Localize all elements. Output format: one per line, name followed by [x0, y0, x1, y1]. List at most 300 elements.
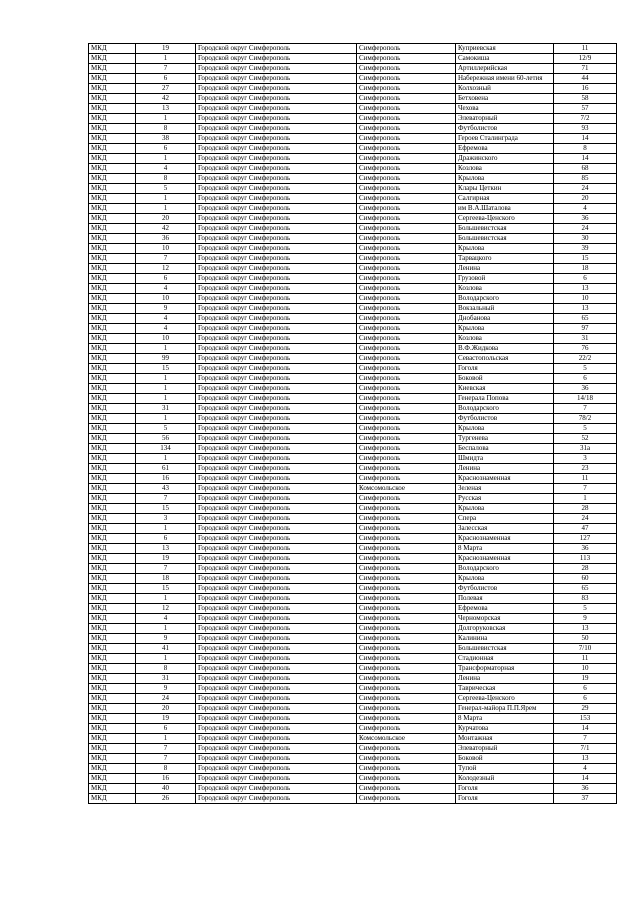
- table-row: [89, 304, 617, 314]
- house-cell: 113: [554, 554, 617, 564]
- type-cell: МКД: [89, 254, 136, 264]
- table-row: [89, 124, 617, 134]
- number-cell: 7: [136, 64, 196, 74]
- number-cell: 56: [136, 434, 196, 444]
- district-cell: Городской округ Симферополь: [196, 414, 357, 424]
- house-cell: 68: [554, 164, 617, 174]
- locality-cell: Комсомольское: [357, 734, 456, 744]
- street-cell: Крылова: [456, 424, 554, 434]
- number-cell: 42: [136, 224, 196, 234]
- street-cell: Ефремова: [456, 604, 554, 614]
- type-cell: МКД: [89, 74, 136, 84]
- house-cell: 14/18: [554, 394, 617, 404]
- district-cell: Городской округ Симферополь: [196, 284, 357, 294]
- house-cell: 4: [554, 764, 617, 774]
- district-cell: Городской округ Симферополь: [196, 204, 357, 214]
- house-cell: 6: [554, 374, 617, 384]
- house-cell: 7/10: [554, 644, 617, 654]
- house-cell: 39: [554, 244, 617, 254]
- locality-cell: Симферополь: [357, 204, 456, 214]
- locality-cell: Симферополь: [357, 534, 456, 544]
- table-row: [89, 634, 617, 644]
- district-cell: Городской округ Симферополь: [196, 734, 357, 744]
- house-cell: 52: [554, 434, 617, 444]
- number-cell: 1: [136, 344, 196, 354]
- locality-cell: Симферополь: [357, 724, 456, 734]
- type-cell: МКД: [89, 204, 136, 214]
- table-row: [89, 604, 617, 614]
- number-cell: 4: [136, 164, 196, 174]
- table-row: [89, 274, 617, 284]
- number-cell: 1: [136, 54, 196, 64]
- district-cell: Городской округ Симферополь: [196, 654, 357, 664]
- type-cell: МКД: [89, 44, 136, 54]
- number-cell: 19: [136, 714, 196, 724]
- locality-cell: Симферополь: [357, 114, 456, 124]
- locality-cell: Симферополь: [357, 384, 456, 394]
- locality-cell: Симферополь: [357, 584, 456, 594]
- house-cell: 85: [554, 174, 617, 184]
- district-cell: Городской округ Симферополь: [196, 784, 357, 794]
- house-cell: 5: [554, 604, 617, 614]
- district-cell: Городской округ Симферополь: [196, 434, 357, 444]
- district-cell: Городской округ Симферополь: [196, 294, 357, 304]
- type-cell: МКД: [89, 684, 136, 694]
- district-cell: Городской округ Симферополь: [196, 754, 357, 764]
- number-cell: 1: [136, 154, 196, 164]
- street-cell: Футболистов: [456, 124, 554, 134]
- type-cell: МКД: [89, 144, 136, 154]
- table-row: [89, 234, 617, 244]
- house-cell: 28: [554, 504, 617, 514]
- type-cell: МКД: [89, 64, 136, 74]
- table-row: [89, 264, 617, 274]
- street-cell: Гоголя: [456, 794, 554, 804]
- type-cell: МКД: [89, 744, 136, 754]
- district-cell: Городской округ Симферополь: [196, 384, 357, 394]
- type-cell: МКД: [89, 294, 136, 304]
- number-cell: 16: [136, 774, 196, 784]
- table-row: [89, 294, 617, 304]
- number-cell: 8: [136, 174, 196, 184]
- locality-cell: Симферополь: [357, 224, 456, 234]
- district-cell: Городской округ Симферополь: [196, 574, 357, 584]
- house-cell: 47: [554, 524, 617, 534]
- number-cell: 1: [136, 524, 196, 534]
- table-row: [89, 144, 617, 154]
- locality-cell: Комсомольское: [357, 484, 456, 494]
- house-cell: 22/2: [554, 354, 617, 364]
- table-row: [89, 74, 617, 84]
- locality-cell: Симферополь: [357, 64, 456, 74]
- district-cell: Городской округ Симферополь: [196, 274, 357, 284]
- number-cell: 42: [136, 94, 196, 104]
- locality-cell: Симферополь: [357, 264, 456, 274]
- number-cell: 43: [136, 484, 196, 494]
- type-cell: МКД: [89, 334, 136, 344]
- type-cell: МКД: [89, 784, 136, 794]
- locality-cell: Симферополь: [357, 674, 456, 684]
- type-cell: МКД: [89, 104, 136, 114]
- locality-cell: Симферополь: [357, 364, 456, 374]
- type-cell: МКД: [89, 134, 136, 144]
- locality-cell: Симферополь: [357, 424, 456, 434]
- type-cell: МКД: [89, 354, 136, 364]
- district-cell: Городской округ Симферополь: [196, 224, 357, 234]
- number-cell: 20: [136, 704, 196, 714]
- number-cell: 4: [136, 324, 196, 334]
- type-cell: МКД: [89, 534, 136, 544]
- street-cell: Долгоруковская: [456, 624, 554, 634]
- house-cell: 11: [554, 654, 617, 664]
- district-cell: Городской округ Симферополь: [196, 134, 357, 144]
- table-row: [89, 484, 617, 494]
- locality-cell: Симферополь: [357, 464, 456, 474]
- house-cell: 57: [554, 104, 617, 114]
- table-row: [89, 784, 617, 794]
- table-row: [89, 564, 617, 574]
- house-cell: 11: [554, 44, 617, 54]
- number-cell: 5: [136, 184, 196, 194]
- number-cell: 38: [136, 134, 196, 144]
- type-cell: МКД: [89, 394, 136, 404]
- number-cell: 5: [136, 424, 196, 434]
- locality-cell: Симферополь: [357, 394, 456, 404]
- street-cell: Черноморская: [456, 614, 554, 624]
- locality-cell: Симферополь: [357, 44, 456, 54]
- table-row: [89, 654, 617, 664]
- table-row: [89, 524, 617, 534]
- table-row: [89, 104, 617, 114]
- number-cell: 10: [136, 294, 196, 304]
- locality-cell: Симферополь: [357, 614, 456, 624]
- district-cell: Городской округ Симферополь: [196, 154, 357, 164]
- type-cell: МКД: [89, 244, 136, 254]
- house-cell: 97: [554, 324, 617, 334]
- table-row: [89, 344, 617, 354]
- type-cell: МКД: [89, 574, 136, 584]
- locality-cell: Симферополь: [357, 744, 456, 754]
- street-cell: Шмидта: [456, 454, 554, 464]
- district-cell: Городской округ Симферополь: [196, 114, 357, 124]
- district-cell: Городской округ Симферополь: [196, 704, 357, 714]
- street-cell: Боковой: [456, 374, 554, 384]
- number-cell: 61: [136, 464, 196, 474]
- street-cell: Футболистов: [456, 414, 554, 424]
- district-cell: Городской округ Симферополь: [196, 474, 357, 484]
- house-cell: 14: [554, 774, 617, 784]
- table-row: [89, 94, 617, 104]
- table-row: [89, 624, 617, 634]
- table-row: [89, 544, 617, 554]
- locality-cell: Симферополь: [357, 134, 456, 144]
- number-cell: 20: [136, 214, 196, 224]
- table-row: [89, 794, 617, 804]
- district-cell: Городской округ Симферополь: [196, 444, 357, 454]
- street-cell: Набережная имени 60-летия: [456, 74, 554, 84]
- street-cell: Краснознаменная: [456, 474, 554, 484]
- table-row: [89, 284, 617, 294]
- house-cell: 10: [554, 664, 617, 674]
- type-cell: МКД: [89, 734, 136, 744]
- street-cell: Сергеева-Ценского: [456, 694, 554, 704]
- district-cell: Городской округ Симферополь: [196, 584, 357, 594]
- district-cell: Городской округ Симферополь: [196, 494, 357, 504]
- house-cell: 36: [554, 784, 617, 794]
- number-cell: 4: [136, 614, 196, 624]
- number-cell: 41: [136, 644, 196, 654]
- house-cell: 1: [554, 494, 617, 504]
- locality-cell: Симферополь: [357, 594, 456, 604]
- type-cell: МКД: [89, 374, 136, 384]
- type-cell: МКД: [89, 754, 136, 764]
- number-cell: 1: [136, 114, 196, 124]
- type-cell: МКД: [89, 794, 136, 804]
- district-cell: Городской округ Симферополь: [196, 304, 357, 314]
- district-cell: Городской округ Симферополь: [196, 534, 357, 544]
- district-cell: Городской округ Симферополь: [196, 264, 357, 274]
- house-cell: 16: [554, 84, 617, 94]
- district-cell: Городской округ Симферополь: [196, 724, 357, 734]
- house-cell: 29: [554, 704, 617, 714]
- number-cell: 1: [136, 654, 196, 664]
- district-cell: Городской округ Симферополь: [196, 644, 357, 654]
- street-cell: Беспалова: [456, 444, 554, 454]
- number-cell: 24: [136, 694, 196, 704]
- district-cell: Городской округ Симферополь: [196, 764, 357, 774]
- table-row: [89, 584, 617, 594]
- number-cell: 27: [136, 84, 196, 94]
- number-cell: 6: [136, 534, 196, 544]
- house-cell: 4: [554, 204, 617, 214]
- locality-cell: Симферополь: [357, 544, 456, 554]
- house-cell: 65: [554, 584, 617, 594]
- street-cell: Курчатова: [456, 724, 554, 734]
- house-cell: 50: [554, 634, 617, 644]
- district-cell: Городской округ Симферополь: [196, 334, 357, 344]
- district-cell: Городской округ Симферополь: [196, 504, 357, 514]
- locality-cell: Симферополь: [357, 624, 456, 634]
- number-cell: 31: [136, 674, 196, 684]
- district-cell: Городской округ Симферополь: [196, 84, 357, 94]
- district-cell: Городской округ Симферополь: [196, 464, 357, 474]
- locality-cell: Симферополь: [357, 254, 456, 264]
- district-cell: Городской округ Симферополь: [196, 674, 357, 684]
- street-cell: Ленина: [456, 264, 554, 274]
- table-row: [89, 354, 617, 364]
- locality-cell: Симферополь: [357, 504, 456, 514]
- locality-cell: Симферополь: [357, 244, 456, 254]
- house-cell: 9: [554, 614, 617, 624]
- locality-cell: Симферополь: [357, 104, 456, 114]
- number-cell: 19: [136, 554, 196, 564]
- number-cell: 9: [136, 684, 196, 694]
- number-cell: 4: [136, 284, 196, 294]
- street-cell: Днобанова: [456, 314, 554, 324]
- locality-cell: Симферополь: [357, 644, 456, 654]
- house-cell: 37: [554, 794, 617, 804]
- street-cell: Клары Цеткин: [456, 184, 554, 194]
- table-row: [89, 394, 617, 404]
- type-cell: МКД: [89, 174, 136, 184]
- house-cell: 6: [554, 684, 617, 694]
- locality-cell: Симферополь: [357, 474, 456, 484]
- number-cell: 12: [136, 604, 196, 614]
- house-cell: 14: [554, 134, 617, 144]
- type-cell: МКД: [89, 444, 136, 454]
- house-cell: 24: [554, 224, 617, 234]
- street-cell: Чехова: [456, 104, 554, 114]
- type-cell: МКД: [89, 584, 136, 594]
- number-cell: 9: [136, 304, 196, 314]
- table-row: [89, 214, 617, 224]
- type-cell: МКД: [89, 524, 136, 534]
- street-cell: Володарского: [456, 404, 554, 414]
- locality-cell: Симферополь: [357, 404, 456, 414]
- locality-cell: Симферополь: [357, 164, 456, 174]
- table-row: [89, 434, 617, 444]
- district-cell: Городской округ Симферополь: [196, 594, 357, 604]
- number-cell: 9: [136, 634, 196, 644]
- table-row: [89, 384, 617, 394]
- house-cell: 5: [554, 364, 617, 374]
- table-row: [89, 674, 617, 684]
- street-cell: Крылова: [456, 324, 554, 334]
- district-cell: Городской округ Симферополь: [196, 94, 357, 104]
- street-cell: Бетховена: [456, 94, 554, 104]
- district-cell: Городской округ Симферополь: [196, 64, 357, 74]
- house-cell: 18: [554, 264, 617, 274]
- street-cell: Генерала Попова: [456, 394, 554, 404]
- type-cell: МКД: [89, 664, 136, 674]
- street-cell: Дражинского: [456, 154, 554, 164]
- table-row: [89, 154, 617, 164]
- table-row: [89, 224, 617, 234]
- number-cell: 6: [136, 724, 196, 734]
- street-cell: Киевская: [456, 384, 554, 394]
- district-cell: Городской округ Симферополь: [196, 694, 357, 704]
- district-cell: Городской округ Симферополь: [196, 234, 357, 244]
- number-cell: 40: [136, 784, 196, 794]
- district-cell: Городской округ Симферополь: [196, 74, 357, 84]
- number-cell: 6: [136, 144, 196, 154]
- type-cell: МКД: [89, 594, 136, 604]
- street-cell: им В.А.Шаталова: [456, 204, 554, 214]
- locality-cell: Симферополь: [357, 784, 456, 794]
- table-row: [89, 174, 617, 184]
- district-cell: Городской округ Симферополь: [196, 314, 357, 324]
- locality-cell: Симферополь: [357, 454, 456, 464]
- street-cell: Трансформаторная: [456, 664, 554, 674]
- house-cell: 13: [554, 304, 617, 314]
- house-cell: 127: [554, 534, 617, 544]
- locality-cell: Симферополь: [357, 174, 456, 184]
- house-cell: 36: [554, 384, 617, 394]
- table-row: [89, 134, 617, 144]
- locality-cell: Симферополь: [357, 754, 456, 764]
- street-cell: Артиллерийская: [456, 64, 554, 74]
- table-row: [89, 714, 617, 724]
- house-cell: 60: [554, 574, 617, 584]
- table-row: [89, 44, 617, 54]
- district-cell: Городской округ Симферополь: [196, 394, 357, 404]
- table-row: [89, 554, 617, 564]
- number-cell: 1: [136, 734, 196, 744]
- district-cell: Городской округ Симферополь: [196, 354, 357, 364]
- house-cell: 6: [554, 274, 617, 284]
- house-cell: 83: [554, 594, 617, 604]
- street-cell: Гоголя: [456, 784, 554, 794]
- table-row: [89, 594, 617, 604]
- district-cell: Городской округ Симферополь: [196, 104, 357, 114]
- table-row: [89, 744, 617, 754]
- house-cell: 36: [554, 214, 617, 224]
- table-row: [89, 204, 617, 214]
- house-cell: 5: [554, 424, 617, 434]
- street-cell: Героев Сталинграда: [456, 134, 554, 144]
- house-cell: 13: [554, 284, 617, 294]
- type-cell: МКД: [89, 424, 136, 434]
- street-cell: Элеваторный: [456, 744, 554, 754]
- street-cell: Тарвацкого: [456, 254, 554, 264]
- table-row: [89, 424, 617, 434]
- type-cell: МКД: [89, 694, 136, 704]
- street-cell: Колхозный: [456, 84, 554, 94]
- district-cell: Городской округ Симферополь: [196, 244, 357, 254]
- number-cell: 8: [136, 664, 196, 674]
- street-cell: Вокзальный: [456, 304, 554, 314]
- street-cell: Русская: [456, 494, 554, 504]
- street-cell: Спера: [456, 514, 554, 524]
- street-cell: Элеваторный: [456, 114, 554, 124]
- house-cell: 58: [554, 94, 617, 104]
- type-cell: МКД: [89, 154, 136, 164]
- table-row: [89, 364, 617, 374]
- type-cell: МКД: [89, 674, 136, 684]
- number-cell: 16: [136, 474, 196, 484]
- district-cell: Городской округ Симферополь: [196, 484, 357, 494]
- table-row: [89, 164, 617, 174]
- house-cell: 93: [554, 124, 617, 134]
- street-cell: Крылова: [456, 174, 554, 184]
- type-cell: МКД: [89, 364, 136, 374]
- street-cell: Ленина: [456, 464, 554, 474]
- table-row: [89, 374, 617, 384]
- number-cell: 8: [136, 124, 196, 134]
- type-cell: МКД: [89, 304, 136, 314]
- street-cell: 8 Марта: [456, 714, 554, 724]
- number-cell: 15: [136, 584, 196, 594]
- number-cell: 10: [136, 334, 196, 344]
- street-cell: Ефремова: [456, 144, 554, 154]
- table-row: [89, 774, 617, 784]
- locality-cell: Симферополь: [357, 604, 456, 614]
- house-cell: 153: [554, 714, 617, 724]
- number-cell: 7: [136, 744, 196, 754]
- number-cell: 1: [136, 374, 196, 384]
- number-cell: 1: [136, 454, 196, 464]
- district-cell: Городской округ Симферополь: [196, 664, 357, 674]
- district-cell: Городской округ Симферополь: [196, 714, 357, 724]
- number-cell: 13: [136, 104, 196, 114]
- type-cell: МКД: [89, 114, 136, 124]
- district-cell: Городской округ Симферополь: [196, 364, 357, 374]
- house-cell: 24: [554, 514, 617, 524]
- street-cell: Таврическая: [456, 684, 554, 694]
- house-cell: 76: [554, 344, 617, 354]
- street-cell: Володарского: [456, 564, 554, 574]
- street-cell: Большевистская: [456, 644, 554, 654]
